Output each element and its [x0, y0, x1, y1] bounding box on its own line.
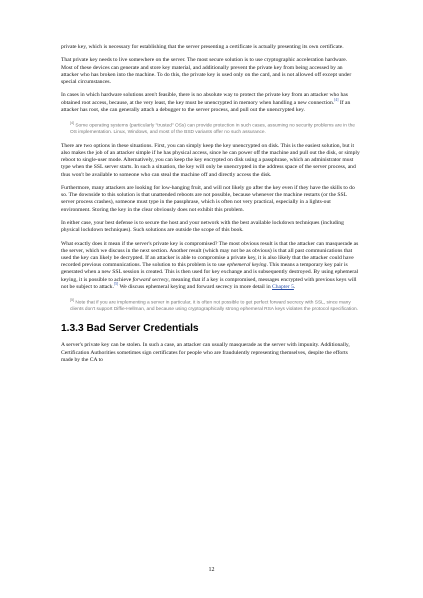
paragraph-text: , meaning that if a key is compromised, messages encrypted with previous keys will not be subject to attack.	[61, 276, 357, 290]
paragraph-text: .	[293, 283, 296, 290]
paragraph: A server's private key can be stolen. In such a case, an attacker can usually masquerade as the server with impunity. Additionally, Certification Authorities sometimes sign certificates for people who are fraudulently representing themselves, despite the efforts made by the CA to	[61, 342, 350, 363]
paragraph: That private key needs to live somewhere on the server. The most secure solution is to use cryptographic acceleration hardware. Most of these devices can generate and store key material, and additionally prevent the private key from being accessed by an attacker who has broken into the machine. To do this, the private key is used only on the card, and is not allowed off except under special circumstances.	[61, 57, 352, 85]
paragraph: Furthermore, many attackers are looking for low-hanging fruit, and will not likely go after the key even if they have the skills to do so. The downside to this solution is that unattended reboots are not possible, because whenever the machine restarts (or the SSL server process crashes), someone must type in the passphrase, which is often not very practical, especially in a lights-out environment. Storing the key in the clear obviously does not exhibit this problem.	[61, 185, 355, 213]
footnote-mark: [4]	[70, 121, 74, 126]
paragraph-text: . This means a temporary key pair is generated when a new SSL session is created. This is then used for key exchange and is subsequently destroyed. By using ephemeral keying, it is possible to achieve	[61, 262, 359, 283]
footnote-ref-4[interactable]: [4]	[334, 97, 339, 102]
paragraph	[61, 92, 360, 114]
footnote-text: Note that if you are implementing a server in particular, it is often not possible to get perfect forward secrecy with SSL, since many clients don't support Diffie-Hellman, and because using cryptographically strong ephemeral RSA keys violates the protocol specification.	[70, 300, 358, 313]
emphasis-term: forward secrecy	[132, 276, 169, 283]
footnote-mark: [5]	[70, 298, 74, 303]
paragraph-text: If an attacker has root, she can generally attach a debugger to the server process, and pull out the unencrypted key.	[61, 99, 351, 113]
paragraph	[61, 241, 360, 291]
text-column	[61, 44, 360, 370]
paragraph-text: We discuss ephemeral keying and forward secrecy in more detail in	[118, 283, 273, 290]
footnote-text: Some operating systems (particularly "trusted" OSs) can provide protection in such cases, assuming no security problems are in the OS implementation. Linux, Windows, and most of the BSD variants offer no such assurance.	[70, 123, 355, 136]
section-heading: 1.3.3 Bad Server Credentials	[61, 323, 199, 335]
paragraph-text: In cases in which hardware solutions aren't feasible, there is no absolute way to protect the private key from an attacker who has obtained root access, because, at the very least, the key must be unencrypted in memory when handling a new connection.	[61, 92, 348, 106]
footnote-5	[70, 297, 360, 313]
chapter-link[interactable]: Chapter 5	[272, 283, 294, 290]
emphasis-term: ephemeral keying	[226, 262, 267, 269]
paragraph: private key, which is necessary for establishing that the server presenting a certificate is actually presenting its own certificate.	[61, 44, 344, 50]
footnote-4	[70, 120, 360, 136]
paragraph-text: What exactly does it mean if the server's private key is compromised? The most obvious result is that the attacker can masquerade as the server, which we discuss in the next section. Another result (which may not be as obvious) is that all past communications that used the key can likely be decrypted. If an attacker is able to compromise a private key, it is also likely that the attacker could have recorded previous communications. The solution to this problem is to use	[61, 240, 359, 269]
paragraph: In either case, your best defense is to secure the host and your network with the best available lockdown techniques (including physical lockdown techniques). Such solutions are outside the scope of this book.	[61, 220, 344, 234]
footnote-ref-5[interactable]: [5]	[113, 282, 119, 287]
paragraph: There are two options in these situations. First, you can simply keep the key unencrypted on disk. This is the easiest solution, but it also makes the job of an attacker simple if he has physical access, since he can power off the machine and pull out the disk, or simply reboot to single-user mode. Alternatively, you can keep the key encrypted on disk using a passphrase, which an administrator must type when the SSL server starts. In such a situation, the key will only be unencrypted in the address space of the server process, and thus won't be available to someone who can steal the machine off and directly access the disk.	[61, 142, 360, 178]
page-number: 12	[208, 567, 215, 573]
